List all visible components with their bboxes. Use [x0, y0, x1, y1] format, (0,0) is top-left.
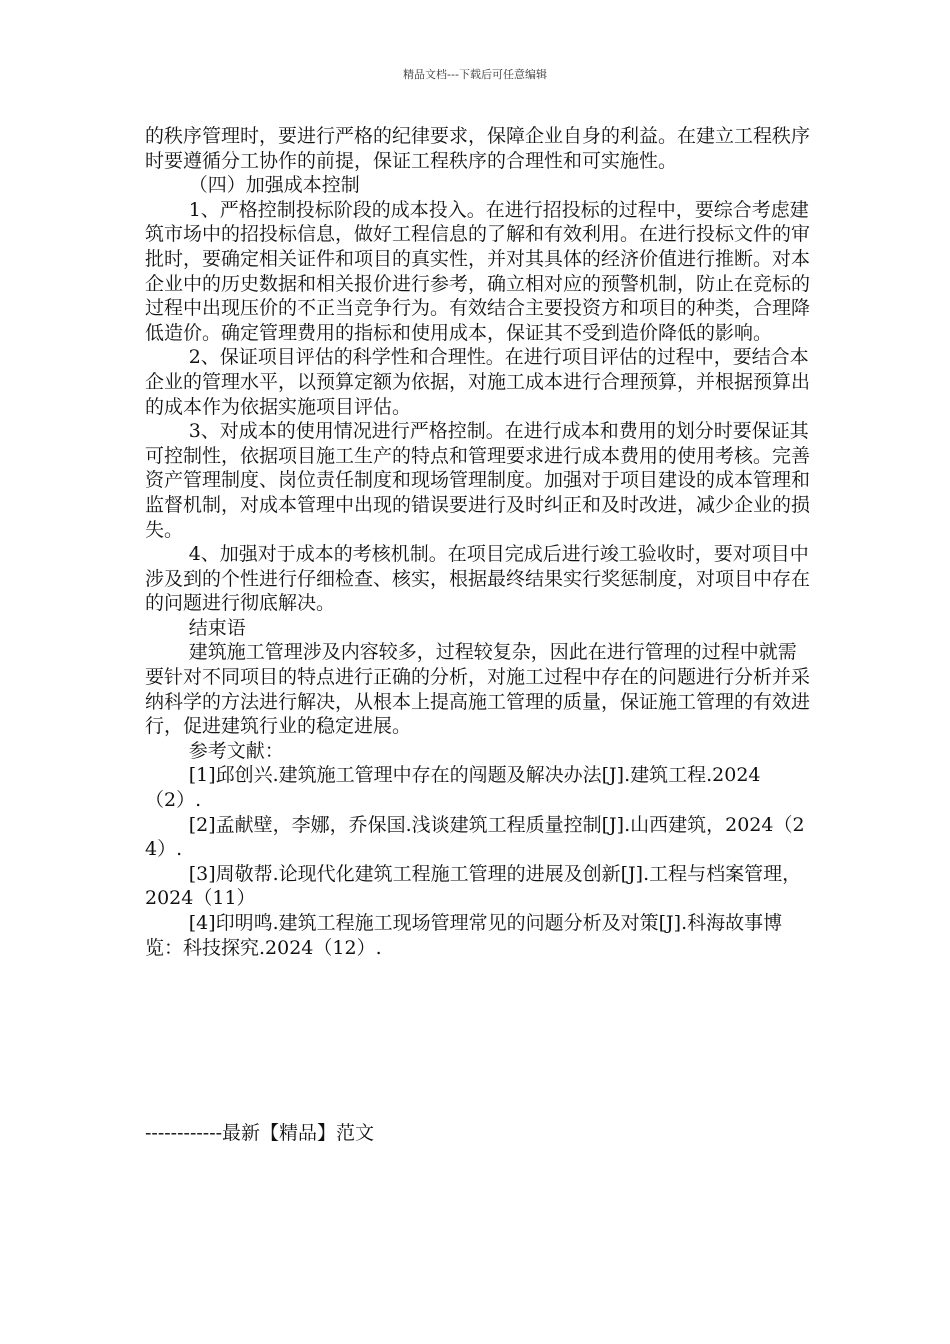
paragraph-bidding-cost: 1、严格控制投标阶段的成本投入。在进行招投标的过程中，要综合考虑建筑市场中的招投标信息，做好工程信息的了解和有效利用。在进行投标文件的审批时，要确定相关证件和项目的真实性，并对其具体的经济价值进行推断。对本企业中的历史数据和相关报价进行参考，确立相对应的预警机制，防止在竞标的过程中出现压价的不正当竞争行为。有效结合主要投资方和项目的种类，合理降低造价。确定管理费用的指标和使用成本，保证其不受到造价降低的影响。 — [145, 198, 811, 344]
reference-item: [4]印明鸣.建筑工程施工现场管理常见的问题分析及对策[J].科海故事博览：科技探究.2024（12）. — [145, 912, 783, 959]
conclusion-heading: 结束语 — [188, 616, 246, 639]
reference-item: [3]周敬帮.论现代化建筑工程施工管理的进展及创新[J].工程与档案管理， 2024（11） — [145, 862, 802, 910]
paragraph-project-evaluation: 2、保证项目评估的科学性和合理性。在进行项目评估的过程中，要结合本企业的管理水平，以预算定额为依据，对施工成本进行合理预算，并根据预算出的成本作为依据实施项目评估。 — [145, 346, 811, 418]
reference-item: [1]邱创兴.建筑施工管理中存在的闯题及解决办法[J].建筑工程.2024（2）. — [145, 764, 761, 812]
page-footer: ------------最新【精品】范文 — [145, 1122, 375, 1144]
references-heading: 参考文献： — [188, 739, 284, 762]
paragraph-order-management: 的秩序管理时，要进行严格的纪律要求，保障企业自身的利益。在建立工程秩序时要遵循分工协作的前提，保证工程秩序的合理性和可实施性。 — [145, 125, 811, 172]
paragraph-cost-usage: 3、对成本的使用情况进行严格控制。在进行成本和费用的划分时要保证其可控制性，依据项目施工生产的特点和管理要求进行成本费用的使用考核。完善资产管理制度、岗位责任制度和现场管理制度。加强对于项目建设的成本管理和监督机制，对成本管理中出现的错误要进行及时纠正和及时改进，减少企业的损失。 — [145, 420, 811, 541]
reference-item: [2]孟献壁，李娜，乔保国.浅谈建筑工程质量控制[J].山西建筑，2024（24）. — [145, 813, 805, 861]
paragraph-conclusion: 建筑施工管理涉及内容较多，过程较复杂，因此在进行管理的过程中就需要针对不同项目的特点进行正确的分析，对施工过程中存在的问题进行分析并采纳科学的方法进行解决，从根本上提高施工管理的质量，保证施工管理的有效进行，促进建筑行业的稳定进展。 — [145, 641, 811, 738]
section-heading-cost-control: （四）加强成本控制 — [188, 174, 360, 197]
document-body — [145, 124, 810, 960]
page-header: 精品文档---下载后可任意编辑 — [403, 68, 547, 81]
paragraph-cost-assessment: 4、加强对于成本的考核机制。在项目完成后进行竣工验收时，要对项目中涉及到的个性进行仔细检查、核实，根据最终结果实行奖惩制度，对项目中存在的问题进行彻底解决。 — [145, 543, 811, 615]
